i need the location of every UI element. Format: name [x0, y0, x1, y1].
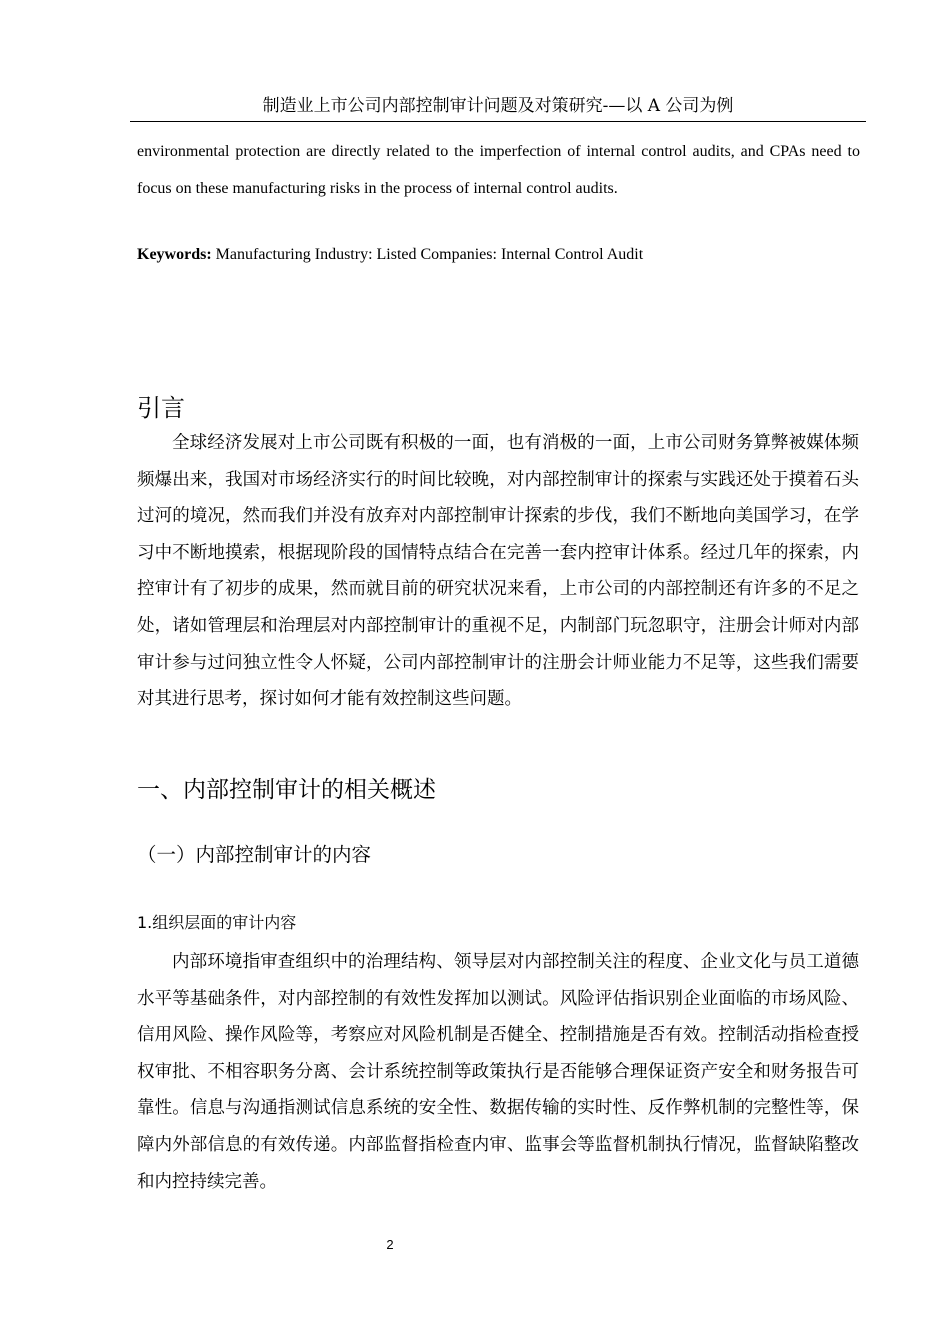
page-number: 2: [386, 1237, 394, 1252]
subsection-1-heading: （一）内部控制审计的内容: [137, 843, 372, 866]
section-1-heading: 一、内部控制审计的相关概述: [137, 777, 436, 803]
keywords-line: [137, 243, 860, 267]
keywords-text: Manufacturing Industry: Listed Companies: Internal Control Audit: [211, 246, 644, 263]
introduction-paragraph: 全球经济发展对上市公司既有积极的一面，也有消极的一面，上市公司财务算弊被媒体频频爆出来，我国对市场经济实行的时间比较晚，对内部控制审计的探索与实践还处于摸着石头过河的境况，然而我们并没有放弃对内部控制审计探索的步伐，我们不断地向美国学习，在学习中不断地摸索，根据现阶段的国情特点结合在完善一套内控审计体系。经过几年的探索，内控审计有了初步的成果，然而就目前的研究状况来看，上市公司的内部控制还有许多的不足之处，诸如管理层和治理层对内部控制审计的重视不足，内制部门玩忽职守，注册会计师对内部审计参与过问独立性令人怀疑，公司内部控制审计的注册会计师业能力不足等，这些我们需要对其进行思考，探讨如何才能有效控制这些问题。: [137, 433, 859, 710]
organization-level-paragraph: 内部环境指审查组织中的治理结构、领导层对内部控制关注的程度、企业文化与员工道德水平等基础条件，对内部控制的有效性发挥加以测试。风险评估指识别企业面临的市场风险、信用风险、操作风险等，考察应对风险机制是否健全、控制措施是否有效。控制活动指检查授权审批、不相容职务分离、会计系统控制等政策执行是否能够合理保证资产安全和财务报告可靠性。信息与沟通指测试信息系统的安全性、数据传输的实时性、反作弊机制的完整性等，保障内外部信息的有效传递。内部监督指检查内审、监事会等监督机制执行情况，监督缺陷整改和内控持续完善。: [137, 952, 859, 1192]
item-1-heading: 1.组织层面的审计内容: [137, 913, 297, 932]
running-header: [130, 95, 866, 122]
introduction-heading: 引言: [137, 394, 185, 422]
running-title: 制造业上市公司内部控制审计问题及对策研究-—以 A 公司为例: [262, 96, 734, 116]
abstract-tail-paragraph: environmental protection are directly related to the imperfection of internal control audits, and CPAs need to focus on these manufacturing risks in the process of internal control audits.: [137, 143, 860, 197]
keywords-label: Keywords:: [137, 246, 212, 263]
